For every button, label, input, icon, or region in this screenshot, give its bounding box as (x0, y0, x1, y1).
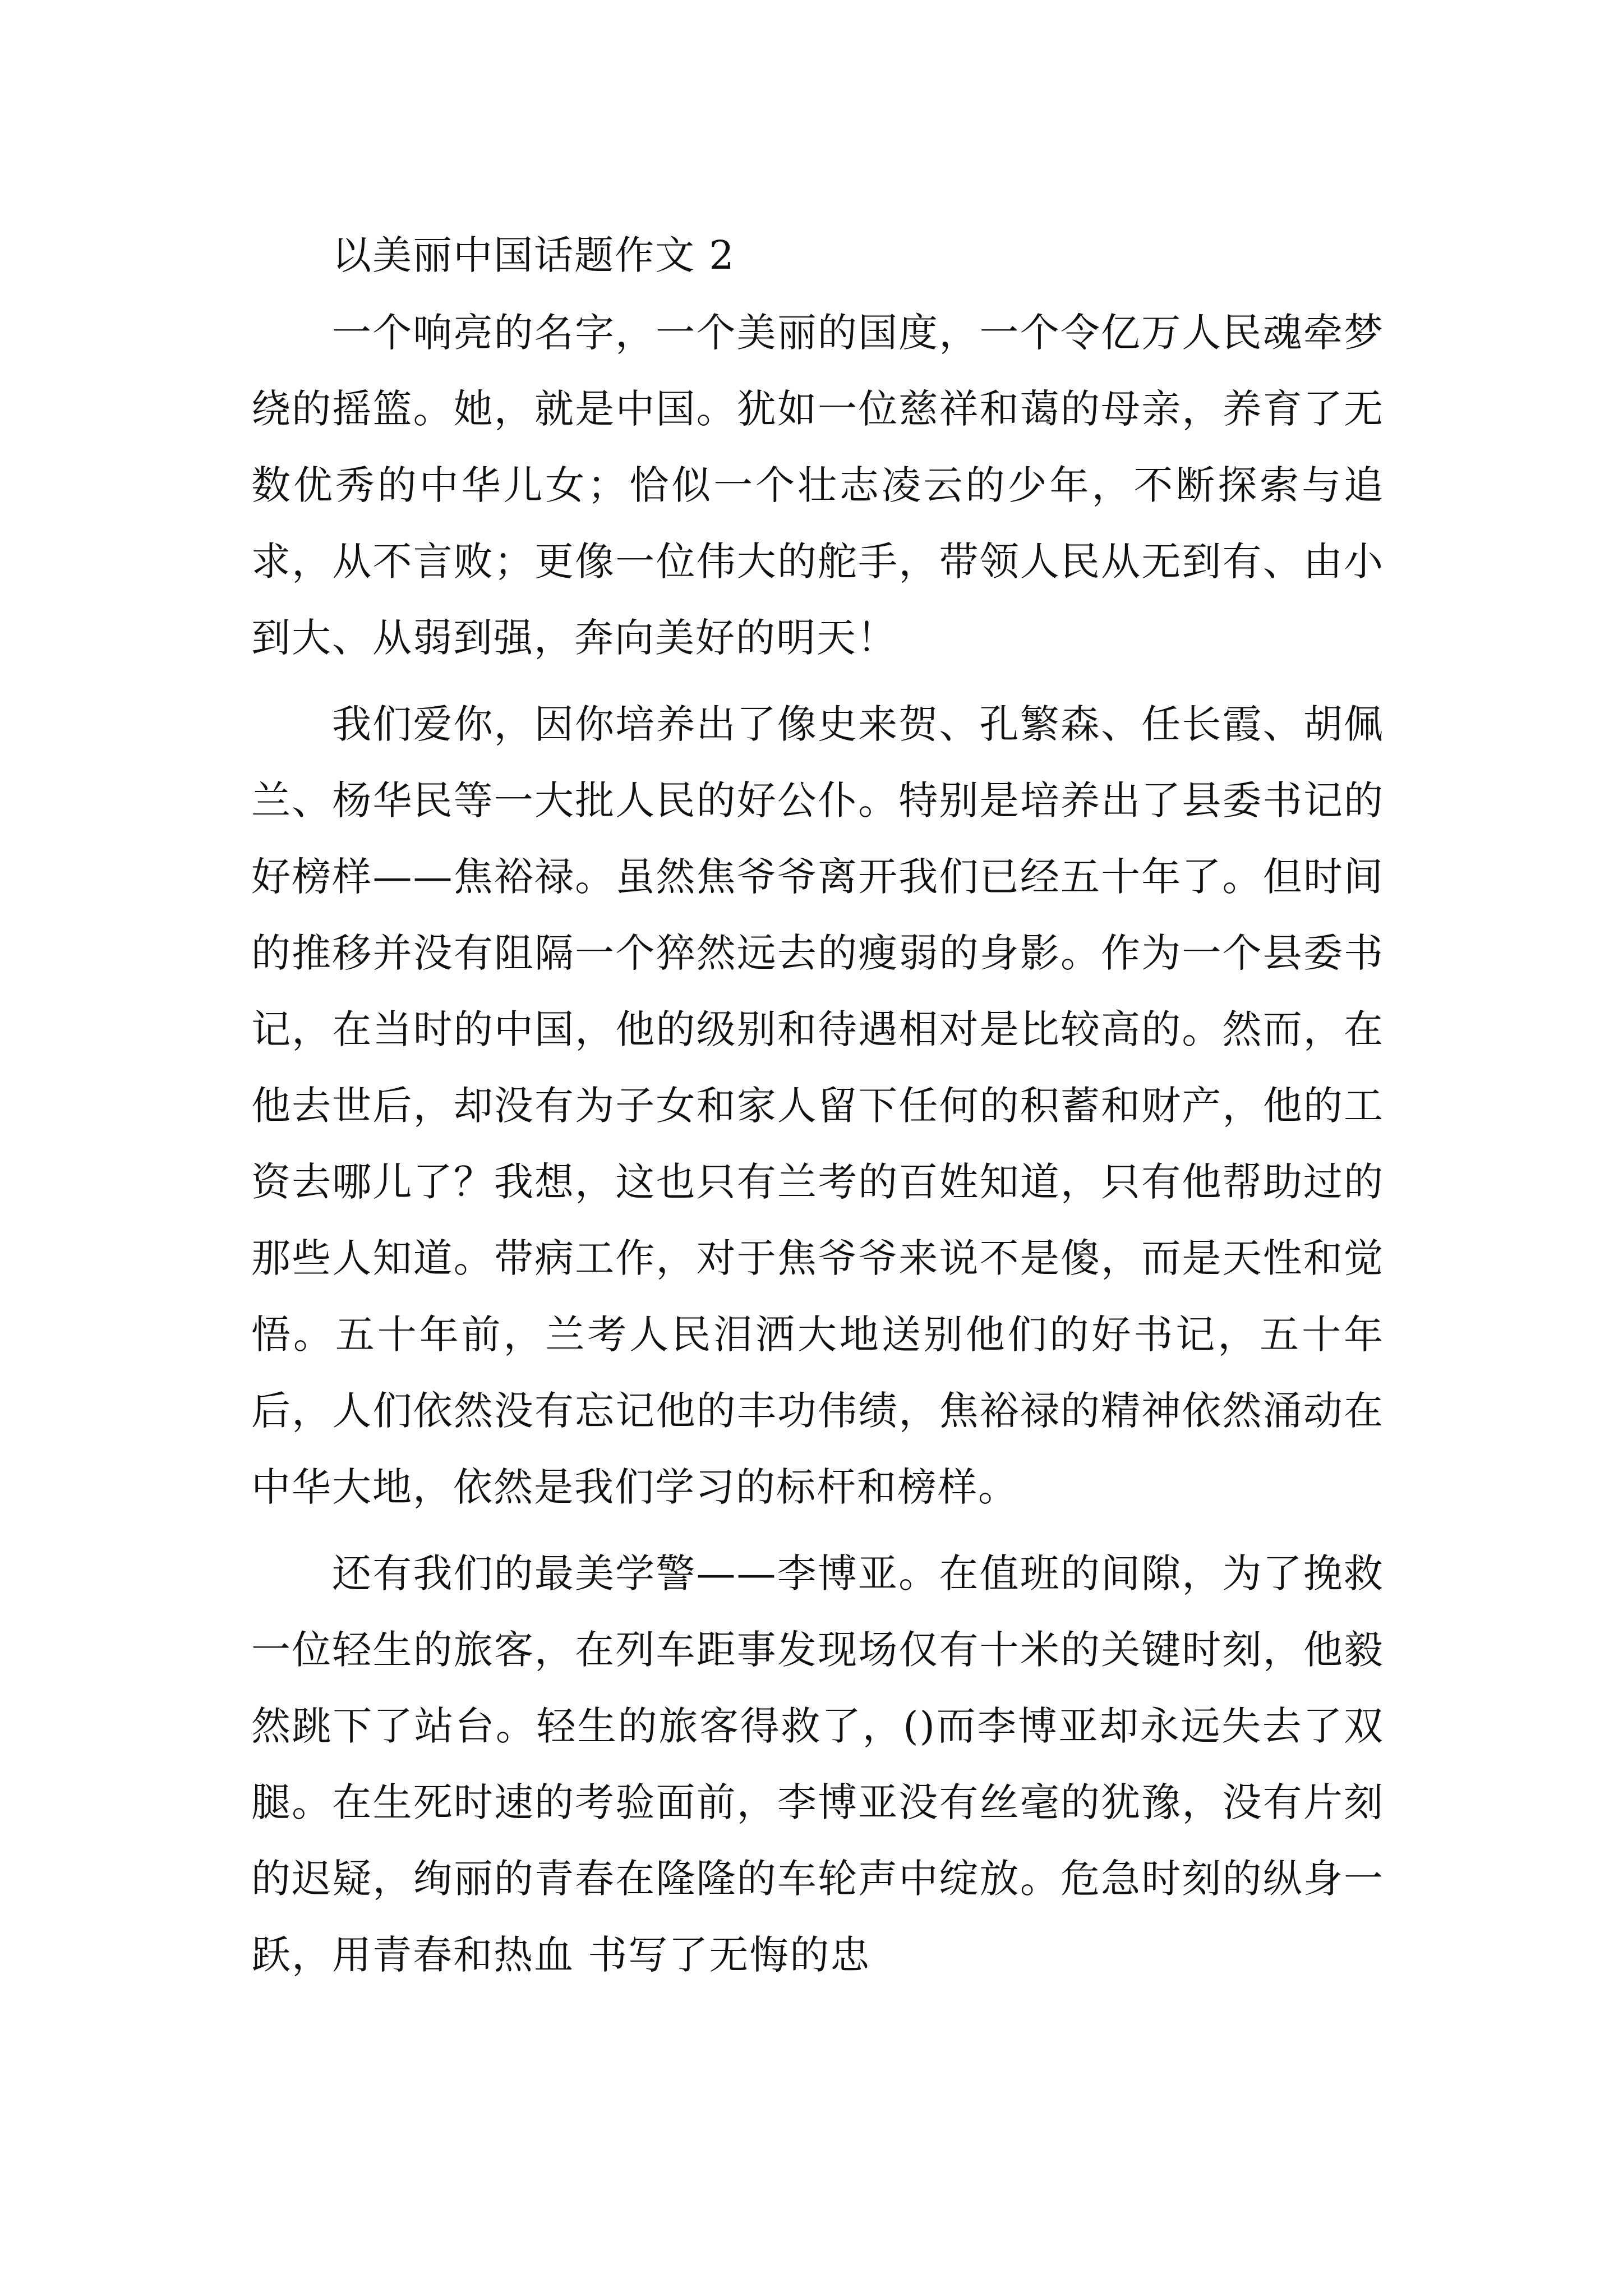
paragraph-li-boya: 还有我们的最美学警——李博亚。在值班的间隙，为了挽救一位轻生的旅客，在列车距事发现场仅有十米的关键时刻，他毅然跳下了站台。轻生的旅客得救了，()而李博亚却永远失去了双腿。在生死时速的考验面前，李博亚没有丝毫的犹豫，没有片刻的迟疑，绚丽的青春在隆隆的车轮声中绽放。危急时刻的纵身一跃，用青春和热血 书写了无悔的忠 (251, 1550, 1384, 1978)
document-title: 以美丽中国话题作文 2 (332, 232, 735, 278)
paragraph-intro: 一个响亮的名字，一个美丽的国度，一个令亿万人民魂牵梦绕的摇篮。她，就是中国。犹如一位慈祥和蔼的母亲，养育了无数优秀的中华儿女；恰似一个壮志凌云的少年，不断探索与追求，从不言败；更像一位伟大的舵手，带领人民从无到有、由小到大、从弱到强，奔向美好的明天！ (251, 310, 1384, 661)
paragraph-jiao-yulu: 我们爱你，因你培养出了像史来贺、孔繁森、任长霞、胡佩兰、杨华民等一大批人民的好公仆。特别是培养出了县委书记的好榜样——焦裕禄。虽然焦爷爷离开我们已经五十年了。但时间的推移并没有阻隔一个猝然远去的瘦弱的身影。作为一个县委书记，在当时的中国，他的级别和待遇相对是比较高的。然而，在他去世后，却没有为子女和家人留下任何的积蓄和财产，他的工资去哪儿了？我想，这也只有兰考的百姓知道，只有他帮助过的那些人知道。带病工作，对于焦爷爷来说不是傻，而是天性和觉悟。五十年前，兰考人民泪洒大地送别他们的好书记，五十年后，人们依然没有忘记他的丰功伟绩，焦裕禄的精神依然涌动在中华大地，依然是我们学习的标杆和榜样。 (251, 701, 1384, 1510)
document-body (251, 216, 1384, 1993)
